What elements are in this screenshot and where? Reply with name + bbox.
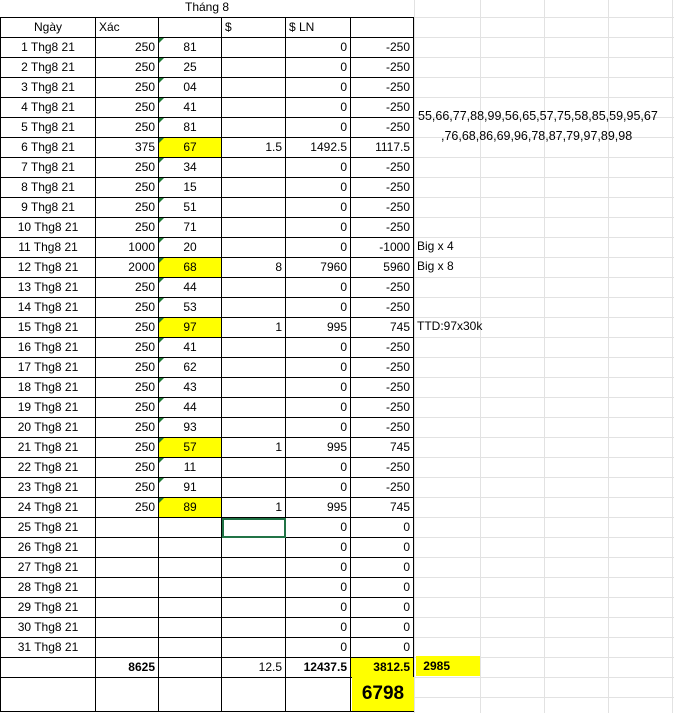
cell-bet[interactable]: 250 [96,438,159,458]
cell-date[interactable]: 28 Thg8 21 [1,578,96,598]
cell-bet[interactable] [96,578,159,598]
cell-dollar[interactable] [222,578,286,598]
cell-profit[interactable]: 0 [286,518,351,538]
cell-profit[interactable]: 0 [286,558,351,578]
gridline [414,297,674,298]
table-row [1,598,414,618]
total-dollar[interactable]: 12.5 [222,658,286,678]
totals-row [1,658,414,678]
cell-bet[interactable]: 250 [96,418,159,438]
cell-number[interactable]: 34 [159,158,222,178]
cell-net[interactable]: -250 [351,58,414,78]
cell-profit[interactable]: 0 [286,158,351,178]
table-row [1,218,414,238]
cell-number[interactable]: 68 [159,258,222,278]
gridline [414,37,674,38]
cell-date[interactable]: 26 Thg8 21 [1,538,96,558]
note-big-x4[interactable]: Big x 4 [417,239,454,253]
cell-profit[interactable]: 0 [286,598,351,618]
cell-dollar[interactable] [222,78,286,98]
cell-net[interactable]: -250 [351,158,414,178]
cell-bet[interactable] [96,518,159,538]
gridline [414,177,674,178]
cell-net[interactable]: -250 [351,218,414,238]
cell-number[interactable] [159,558,222,578]
cell-profit[interactable]: 0 [286,478,351,498]
gridline [414,437,674,438]
cell-profit[interactable]: 0 [286,118,351,138]
cell-number[interactable]: 04 [159,78,222,98]
gridline [414,477,674,478]
gridline [414,597,674,598]
table-row [1,398,414,418]
cell-date[interactable]: 5 Thg8 21 [1,118,96,138]
cell-bet[interactable]: 250 [96,338,159,358]
cell-net[interactable]: -250 [351,78,414,98]
gridline [414,397,674,398]
side-total[interactable]: 2985 [416,656,480,676]
cell-date[interactable]: 22 Thg8 21 [1,458,96,478]
cell-bet[interactable] [96,598,159,618]
table-row [1,58,414,78]
month-title: Tháng 8 [185,0,230,14]
cell-dollar[interactable] [222,198,286,218]
empty-cell[interactable] [286,678,351,712]
cell-dollar[interactable] [222,598,286,618]
cell-profit[interactable]: 1492.5 [286,138,351,158]
cell-dollar[interactable]: 8 [222,258,286,278]
cell-net[interactable]: 5960 [351,258,414,278]
cell-number[interactable]: 67 [159,138,222,158]
cell-bet[interactable]: 250 [96,378,159,398]
cell-bet[interactable]: 250 [96,78,159,98]
cell-bet[interactable]: 250 [96,198,159,218]
cell-profit[interactable]: 0 [286,278,351,298]
cell-dollar[interactable] [222,358,286,378]
cell-bet[interactable]: 250 [96,158,159,178]
cell-dollar[interactable] [222,418,286,438]
cell-date[interactable]: 23 Thg8 21 [1,478,96,498]
cell-dollar[interactable] [222,558,286,578]
cell-net[interactable]: 0 [351,618,414,638]
table-row [1,38,414,58]
cell-dollar[interactable]: 1 [222,498,286,518]
table-row [1,378,414,398]
cell-profit[interactable]: 995 [286,318,351,338]
total-bet[interactable]: 8625 [96,658,159,678]
cell-bet[interactable]: 250 [96,278,159,298]
cell-profit[interactable]: 0 [286,298,351,318]
gridline [414,697,674,698]
cell-number[interactable]: 89 [159,498,222,518]
cell-net[interactable]: -250 [351,338,414,358]
cell-number[interactable]: 44 [159,398,222,418]
total-profit[interactable]: 12437.5 [286,658,351,678]
data-table[interactable] [0,17,414,712]
cell-date[interactable]: 10 Thg8 21 [1,218,96,238]
cell-number[interactable] [159,538,222,558]
cell-bet[interactable]: 375 [96,138,159,158]
cell-bet[interactable]: 250 [96,358,159,378]
cell-number[interactable]: 91 [159,478,222,498]
gridline [414,17,674,18]
gridline [414,517,674,518]
table-row [1,158,414,178]
cell-profit[interactable]: 0 [286,338,351,358]
cell-number[interactable]: 11 [159,458,222,478]
cell-number[interactable]: 71 [159,218,222,238]
cell-bet[interactable] [96,618,159,638]
table-row [1,318,414,338]
cell-date[interactable]: 9 Thg8 21 [1,198,96,218]
cell-dollar[interactable] [222,178,286,198]
gridline [414,537,674,538]
cell-net[interactable]: 0 [351,558,414,578]
cell-net[interactable]: 0 [351,518,414,538]
empty-cell[interactable] [222,678,286,712]
cell-dollar[interactable] [222,538,286,558]
cell-number[interactable] [159,578,222,598]
cell-number[interactable]: 57 [159,438,222,458]
cell-dollar[interactable] [222,518,286,538]
cell-profit[interactable]: 0 [286,618,351,638]
cell-bet[interactable]: 250 [96,218,159,238]
cell-net[interactable]: 1117.5 [351,138,414,158]
table-row [1,78,414,98]
cell-bet[interactable]: 250 [96,58,159,78]
cell-date[interactable]: 7 Thg8 21 [1,158,96,178]
cell-dollar[interactable] [222,458,286,478]
cell-net[interactable]: -250 [351,478,414,498]
header-profit[interactable]: $ LN [286,18,351,38]
cell-profit[interactable]: 0 [286,378,351,398]
table-row [1,138,414,158]
cell-number[interactable] [159,618,222,638]
cell-date[interactable]: 18 Thg8 21 [1,378,96,398]
gridline [414,97,674,98]
cell-net[interactable]: 745 [351,498,414,518]
cell-profit[interactable]: 0 [286,198,351,218]
table-row [1,538,414,558]
gridline [414,157,674,158]
cell-dollar[interactable] [222,618,286,638]
gridline [414,57,674,58]
cell-bet[interactable]: 250 [96,318,159,338]
cell-net[interactable]: -250 [351,198,414,218]
cell-date[interactable]: 17 Thg8 21 [1,358,96,378]
cell-number[interactable] [159,638,222,658]
gridline [414,277,674,278]
cell-dollar[interactable] [222,38,286,58]
cell-date[interactable]: 20 Thg8 21 [1,418,96,438]
cell-profit[interactable]: 7960 [286,258,351,278]
gridline [414,677,674,678]
table-row [1,638,414,658]
cell-dollar[interactable] [222,158,286,178]
cell-bet[interactable]: 250 [96,458,159,478]
cell-number[interactable]: 43 [159,378,222,398]
cell-number[interactable]: 93 [159,418,222,438]
cell-number[interactable]: 25 [159,58,222,78]
cell-date[interactable]: 14 Thg8 21 [1,298,96,318]
gridline [414,557,674,558]
cell-bet[interactable] [96,638,159,658]
cell-bet[interactable]: 2000 [96,258,159,278]
header-dollar[interactable]: $ [222,18,286,38]
cell-profit[interactable]: 0 [286,358,351,378]
cell-net[interactable]: -250 [351,378,414,398]
gridline [414,377,674,378]
totals-label[interactable] [1,658,96,678]
table-row [1,578,414,598]
cell-net[interactable]: -250 [351,398,414,418]
cell-number[interactable]: 41 [159,338,222,358]
cell-profit[interactable]: 0 [286,98,351,118]
table-row [1,198,414,218]
cell-bet[interactable] [96,558,159,578]
gridline [414,637,674,638]
cell-bet[interactable]: 250 [96,38,159,58]
cell-net[interactable]: -250 [351,458,414,478]
cell-dollar[interactable] [222,638,286,658]
cell-bet[interactable]: 250 [96,498,159,518]
table-row [1,438,414,458]
cell-number[interactable]: 81 [159,118,222,138]
cell-number[interactable] [159,518,222,538]
cell-date[interactable]: 11 Thg8 21 [1,238,96,258]
cell-number[interactable]: 53 [159,298,222,318]
empty-cell[interactable] [96,678,159,712]
cell-net[interactable]: -250 [351,298,414,318]
cell-bet[interactable]: 250 [96,118,159,138]
cell-profit[interactable]: 0 [286,78,351,98]
gridline [414,197,674,198]
gridline [414,617,674,618]
cell-net[interactable]: -250 [351,418,414,438]
table-row [1,558,414,578]
cell-profit[interactable]: 0 [286,58,351,78]
cell-dollar[interactable] [222,238,286,258]
grand-total[interactable]: 6798 [352,677,414,711]
cell-bet[interactable]: 250 [96,398,159,418]
cell-profit[interactable]: 0 [286,638,351,658]
cell-number[interactable]: 81 [159,38,222,58]
cell-number[interactable] [159,598,222,618]
cell-net[interactable]: 0 [351,638,414,658]
cell-net[interactable]: -250 [351,118,414,138]
cell-profit[interactable]: 0 [286,398,351,418]
gridline [414,457,674,458]
table-row [1,98,414,118]
cell-date[interactable]: 30 Thg8 21 [1,618,96,638]
table-row [1,338,414,358]
cell-date[interactable]: 1 Thg8 21 [1,38,96,58]
cell-net[interactable]: -250 [351,178,414,198]
cell-date[interactable]: 8 Thg8 21 [1,178,96,198]
note-big-x8[interactable]: Big x 8 [417,259,454,273]
table-row [1,258,414,278]
header-number[interactable] [159,18,222,38]
gridline [414,357,674,358]
cell-dollar[interactable] [222,478,286,498]
total-number[interactable] [159,658,222,678]
table-row [1,618,414,638]
cell-date[interactable]: 15 Thg8 21 [1,318,96,338]
header-bet[interactable]: Xác [96,18,159,38]
cell-profit[interactable]: 995 [286,498,351,518]
cell-net[interactable]: -250 [351,98,414,118]
cell-number[interactable]: 41 [159,98,222,118]
cell-profit[interactable]: 0 [286,178,351,198]
numbers-list-line1[interactable]: 55,66,77,88,99,56,65,57,75,58,85,59,95,67 [418,109,658,123]
cell-net[interactable]: 745 [351,438,414,458]
cell-date[interactable]: 2 Thg8 21 [1,58,96,78]
header-net[interactable] [351,18,414,38]
gridline [414,77,674,78]
cell-net[interactable]: 745 [351,318,414,338]
cell-dollar[interactable]: 1 [222,438,286,458]
cell-profit[interactable]: 0 [286,238,351,258]
table-row [1,478,414,498]
cell-number[interactable]: 62 [159,358,222,378]
cell-net[interactable]: 0 [351,578,414,598]
cell-profit[interactable]: 0 [286,538,351,558]
cell-date[interactable]: 16 Thg8 21 [1,338,96,358]
cell-net[interactable]: 0 [351,598,414,618]
cell-bet[interactable]: 1000 [96,238,159,258]
table-row [1,358,414,378]
cell-date[interactable]: 27 Thg8 21 [1,558,96,578]
empty-cell[interactable] [1,678,96,712]
cell-dollar[interactable] [222,398,286,418]
cell-net[interactable]: -250 [351,278,414,298]
table-row [1,298,414,318]
cell-profit[interactable]: 0 [286,38,351,58]
table-row [1,178,414,198]
cell-profit[interactable]: 0 [286,458,351,478]
cell-bet[interactable]: 250 [96,298,159,318]
numbers-list-line2[interactable]: ,76,68,86,69,96,78,87,79,97,89,98 [441,129,633,143]
table-row [1,278,414,298]
table-row [1,458,414,478]
cell-dollar[interactable] [222,278,286,298]
cell-date[interactable]: 29 Thg8 21 [1,598,96,618]
gridline [414,217,674,218]
cell-profit[interactable]: 995 [286,438,351,458]
cell-number[interactable]: 51 [159,198,222,218]
cell-net[interactable]: -250 [351,38,414,58]
table-row [1,118,414,138]
note-ttd[interactable]: TTD:97x30k [417,319,483,333]
cell-dollar[interactable] [222,118,286,138]
cell-bet[interactable]: 250 [96,98,159,118]
cell-date[interactable]: 24 Thg8 21 [1,498,96,518]
cell-number[interactable]: 20 [159,238,222,258]
cell-date[interactable]: 6 Thg8 21 [1,138,96,158]
table-row [1,238,414,258]
cell-date[interactable]: 12 Thg8 21 [1,258,96,278]
cell-dollar[interactable] [222,378,286,398]
cell-bet[interactable]: 250 [96,478,159,498]
cell-dollar[interactable] [222,218,286,238]
gridline [414,577,674,578]
cell-date[interactable]: 31 Thg8 21 [1,638,96,658]
gridline [414,337,674,338]
cell-date[interactable]: 21 Thg8 21 [1,438,96,458]
cell-bet[interactable] [96,538,159,558]
cell-number[interactable]: 97 [159,318,222,338]
cell-profit[interactable]: 0 [286,578,351,598]
cell-bet[interactable]: 250 [96,178,159,198]
cell-number[interactable]: 44 [159,278,222,298]
table-row [1,518,414,538]
table-row [1,498,414,518]
cell-date[interactable]: 3 Thg8 21 [1,78,96,98]
cell-dollar[interactable] [222,298,286,318]
total-net[interactable]: 3812.5 [351,658,414,678]
cell-net[interactable]: -250 [351,358,414,378]
cell-dollar[interactable] [222,338,286,358]
header-row [1,18,414,38]
cell-number[interactable]: 15 [159,178,222,198]
gridline [414,417,674,418]
cell-profit[interactable]: 0 [286,218,351,238]
empty-cell[interactable] [159,678,222,712]
cell-dollar[interactable]: 1 [222,318,286,338]
cell-net[interactable]: 0 [351,538,414,558]
cell-net[interactable]: -1000 [351,238,414,258]
cell-date[interactable]: 4 Thg8 21 [1,98,96,118]
cell-date[interactable]: 13 Thg8 21 [1,278,96,298]
cell-date[interactable]: 19 Thg8 21 [1,398,96,418]
cell-dollar[interactable]: 1.5 [222,138,286,158]
table-row [1,418,414,438]
header-date[interactable]: Ngày [1,18,96,38]
cell-dollar[interactable] [222,58,286,78]
cell-dollar[interactable] [222,98,286,118]
cell-date[interactable]: 25 Thg8 21 [1,518,96,538]
cell-profit[interactable]: 0 [286,418,351,438]
gridline [414,497,674,498]
